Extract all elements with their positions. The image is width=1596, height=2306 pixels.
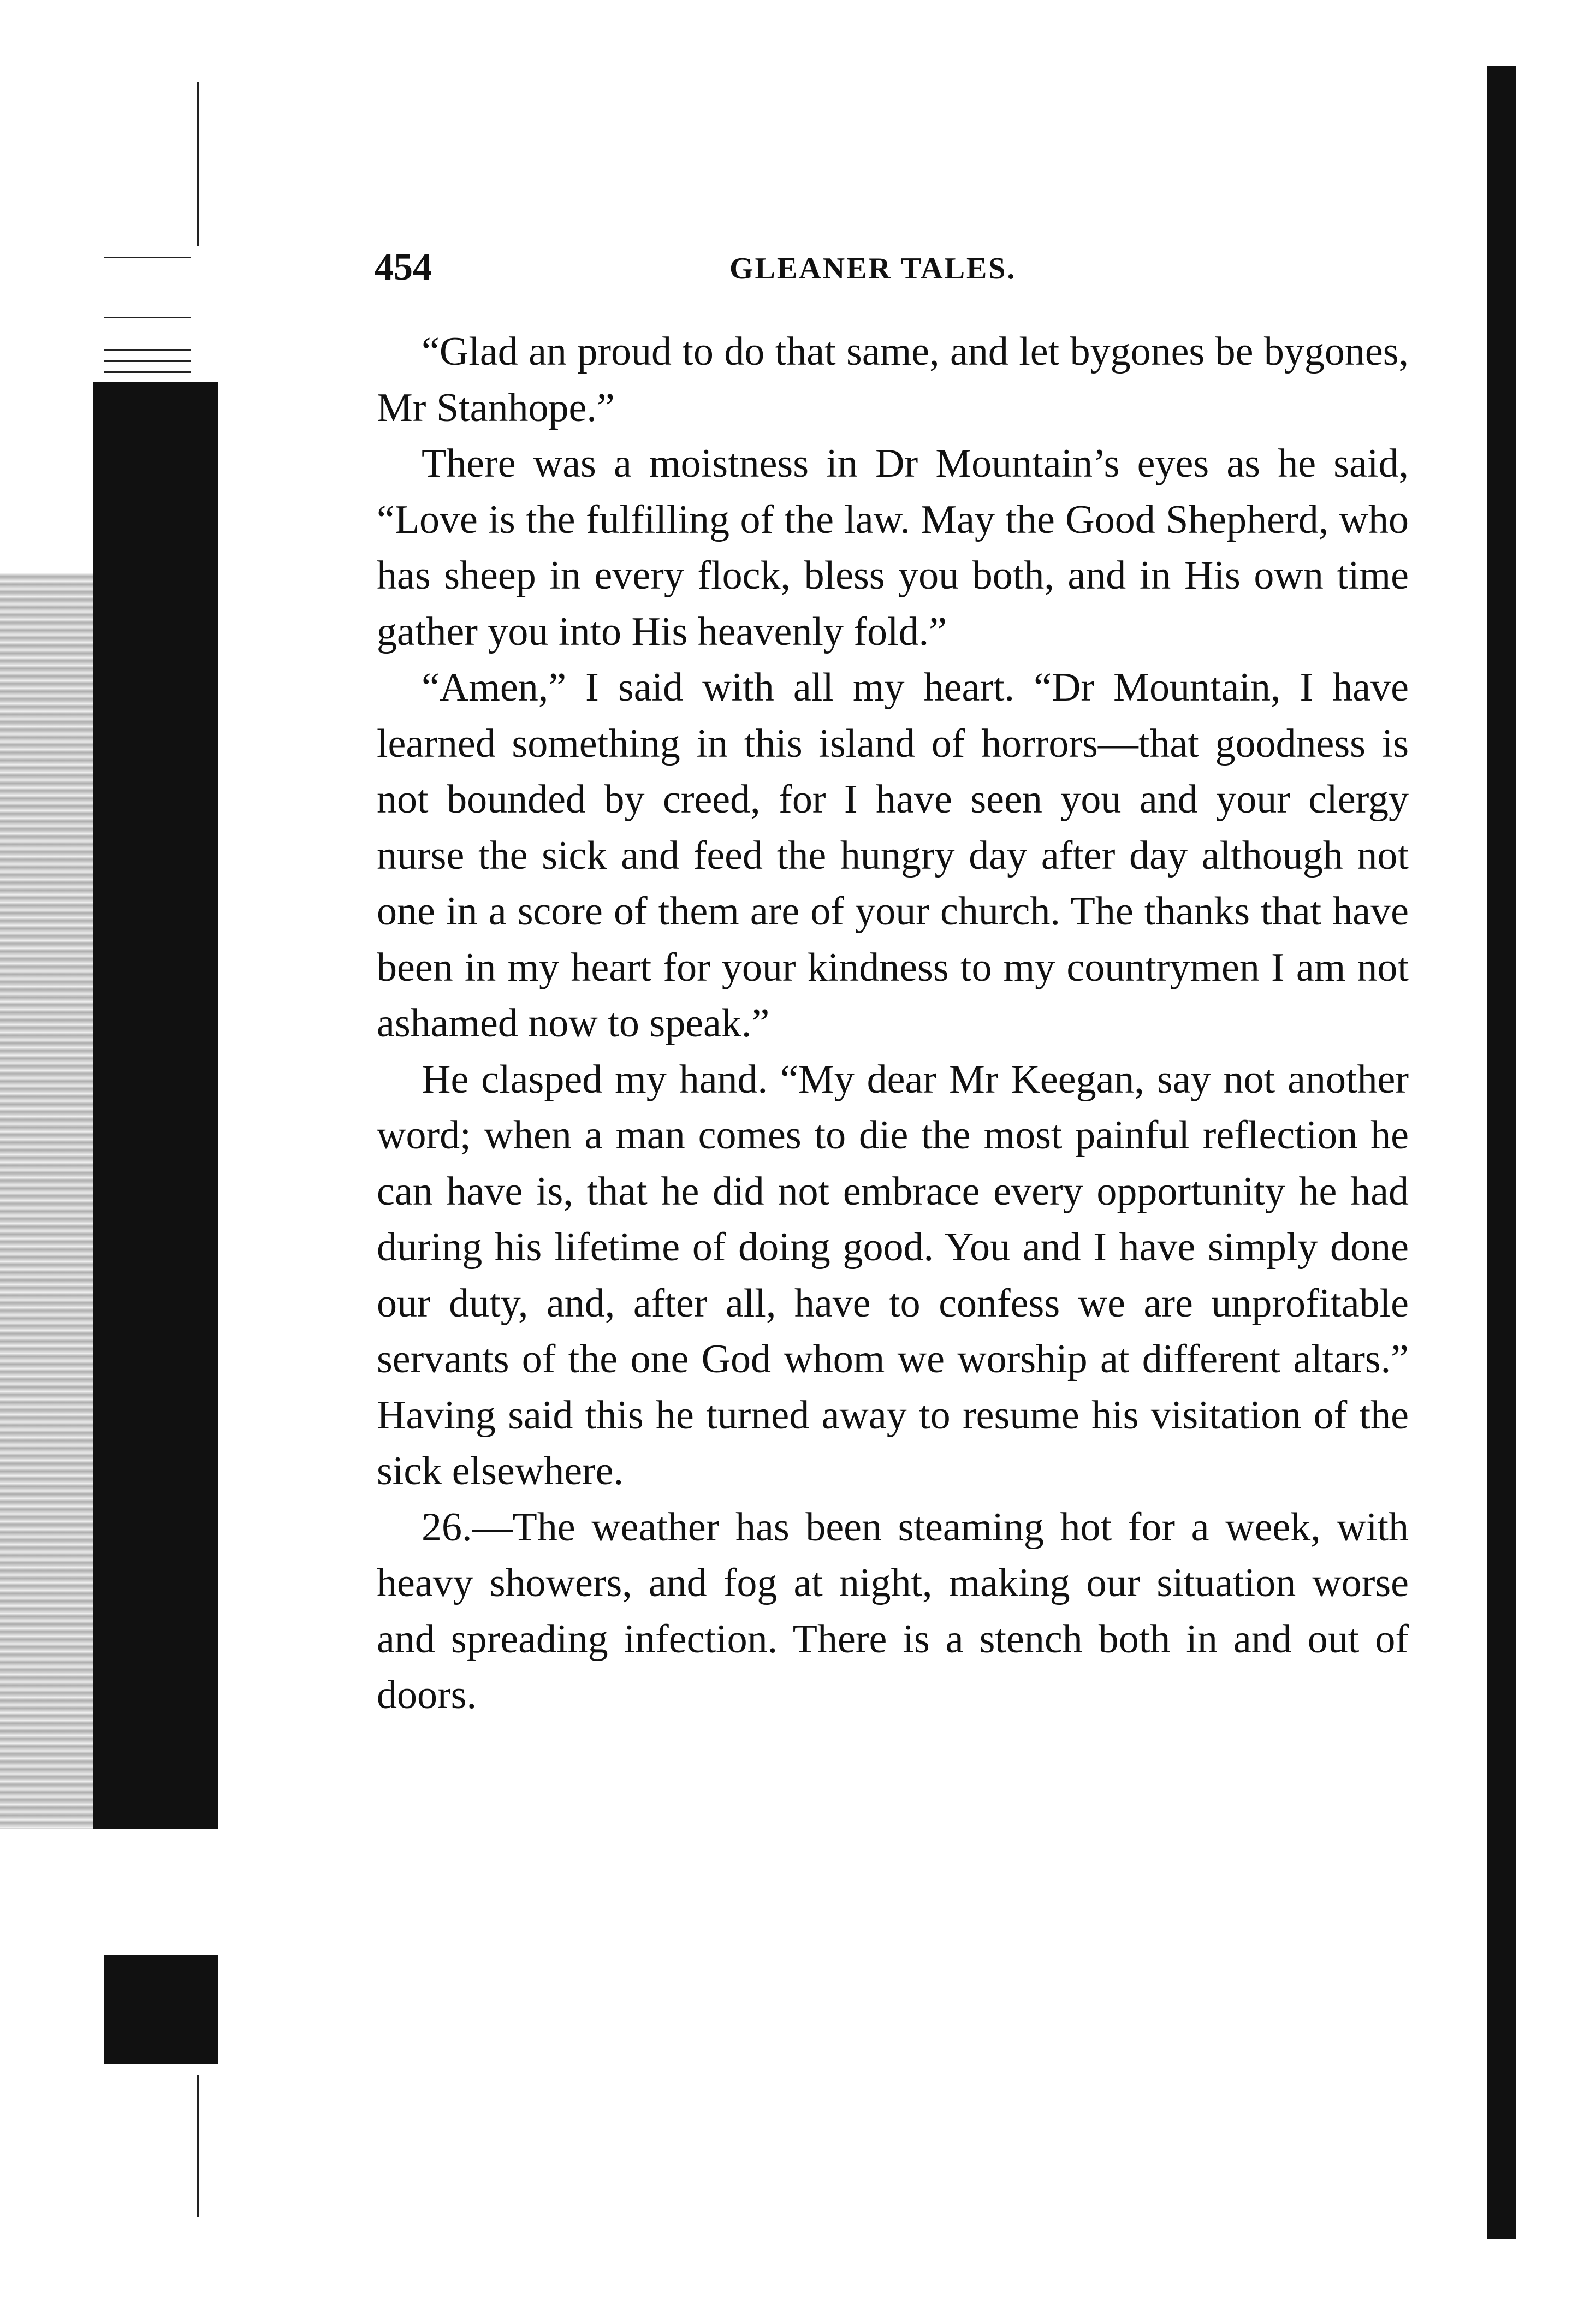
scan-artifact-tick [197, 2075, 199, 2217]
scan-binding-edge-right [1487, 66, 1516, 2239]
paragraph: 26.—The weather has been steaming hot for a week, with heavy showers, and fog at night, making our situation worse and spreading infection. There is a stench both in and out of doors. [377, 1504, 1409, 1717]
paragraph: “Amen,” I said with all my heart. “Dr Mountain, I have learned something in this island of horrors—that goodness is not bounded by creed, for I have seen you and your clergy nurse the sick and feed the hungry day after day although not one in a score of them are of your church. The thanks that have been in my heart for your kindness to my countrymen I am not ashamed now to speak.” [377, 665, 1409, 1046]
scan-artifact-tick [197, 82, 199, 246]
scan-artifact-rule [104, 349, 191, 351]
scan-binding-edge-left [93, 382, 218, 1829]
page-header [375, 246, 1407, 289]
scan-artifact-block [104, 1955, 218, 2064]
scan-artifact-rule [104, 371, 191, 373]
paragraph: He clasped my hand. “My dear Mr Keegan, say not another word; when a man comes to die the most painful reflection he can have is, that he did not embrace every opportunity he had during his lifetime of doing good. You and I have simply done our duty, and, after all, have to confess we are unprofitable servants of the one God whom we worship at different altars.” Having said this he turned away to resume his visitation of the sick elsewhere. [377, 1057, 1409, 1493]
scan-artifact-rule [104, 257, 191, 258]
scan-artifact-rule [104, 360, 191, 362]
paragraph: “Glad an proud to do that same, and let bygones be bygones, Mr Stanhope.” [377, 329, 1409, 430]
page-number: 454 [375, 246, 432, 288]
body-text [377, 324, 1409, 1723]
scan-artifact-rule [104, 317, 191, 318]
paragraph: There was a moistness in Dr Mountain’s eyes as he said, “Love is the fulfilling of the law. May the Good Shepherd, who has sheep in every flock, bless you both, and in His own time gather you into His heavenly fold.” [377, 441, 1409, 654]
running-head: GLEANER TALES. [729, 252, 1017, 286]
scan-artifact-block [131, 393, 218, 437]
